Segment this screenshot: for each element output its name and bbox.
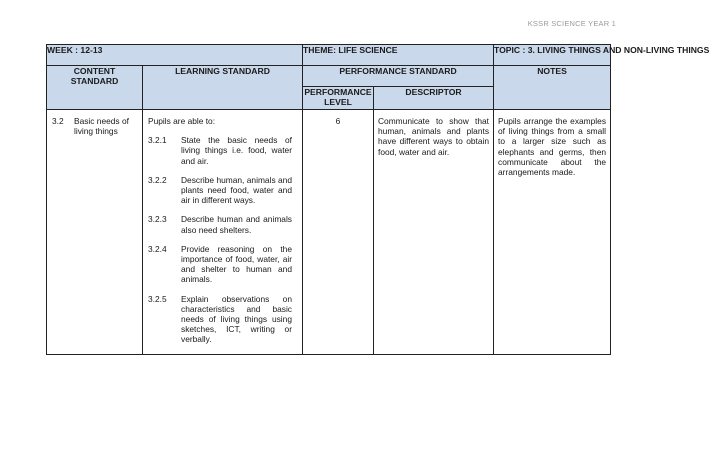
performance-standard-header: PERFORMANCE STANDARD	[303, 66, 494, 87]
content-number: 3.2	[52, 116, 64, 126]
notes-cell: Pupils arrange the examples of living things from a small to a larger size such as elephants and germs, then communicate about the arrangements made.	[494, 110, 611, 355]
descriptor-cell: Communicate to show that human, animals and plants have different ways to obtain food, water and air.	[374, 110, 494, 355]
item-number: 3.2.2	[148, 174, 167, 185]
lesson-plan-table	[46, 44, 709, 355]
list-item	[148, 175, 292, 206]
content-standard-header: CONTENT STANDARD	[47, 66, 143, 110]
list-item	[148, 294, 292, 345]
item-text: Describe human and animals also need shelters.	[181, 214, 292, 235]
item-text: State the basic needs of living things i.e. food, water and air.	[181, 135, 292, 166]
content-standard-cell	[47, 110, 143, 355]
list-item	[148, 135, 292, 166]
item-text: Provide reasoning on the importance of food, water, air and shelter to human and animals.	[181, 243, 292, 285]
topic-cell: TOPIC : 3. LIVING THINGS AND NON-LIVING THINGS	[494, 45, 611, 66]
list-item	[148, 214, 292, 234]
notes-header: NOTES	[494, 66, 611, 110]
theme-cell: THEME: LIFE SCIENCE	[303, 45, 494, 66]
learning-standard-header: LEARNING STANDARD	[143, 66, 303, 110]
item-text: Explain observations on characteristics and basic needs of living things using sketches, ICT, writing or verbally.	[181, 293, 292, 345]
item-text: Describe human, animals and plants need food, water and air in different ways.	[181, 174, 292, 206]
header-row-1	[47, 66, 611, 87]
week-cell: WEEK : 12-13	[47, 45, 303, 66]
learning-standard-cell	[143, 110, 303, 355]
list-item	[148, 244, 292, 285]
item-number: 3.2.3	[148, 214, 167, 225]
table-row	[47, 110, 611, 355]
performance-level-header: PERFORMANCE LEVEL	[303, 87, 374, 110]
item-number: 3.2.1	[148, 135, 167, 146]
performance-level-cell: 6	[303, 110, 374, 355]
learning-intro: Pupils are able to:	[148, 116, 216, 126]
item-number: 3.2.4	[148, 243, 167, 254]
item-number: 3.2.5	[148, 293, 167, 304]
content-text: Basic needs of living things	[74, 116, 129, 137]
descriptor-header: DESCRIPTOR	[374, 87, 494, 110]
running-header: KSSR SCIENCE YEAR 1	[527, 19, 616, 28]
meta-row	[47, 45, 611, 66]
